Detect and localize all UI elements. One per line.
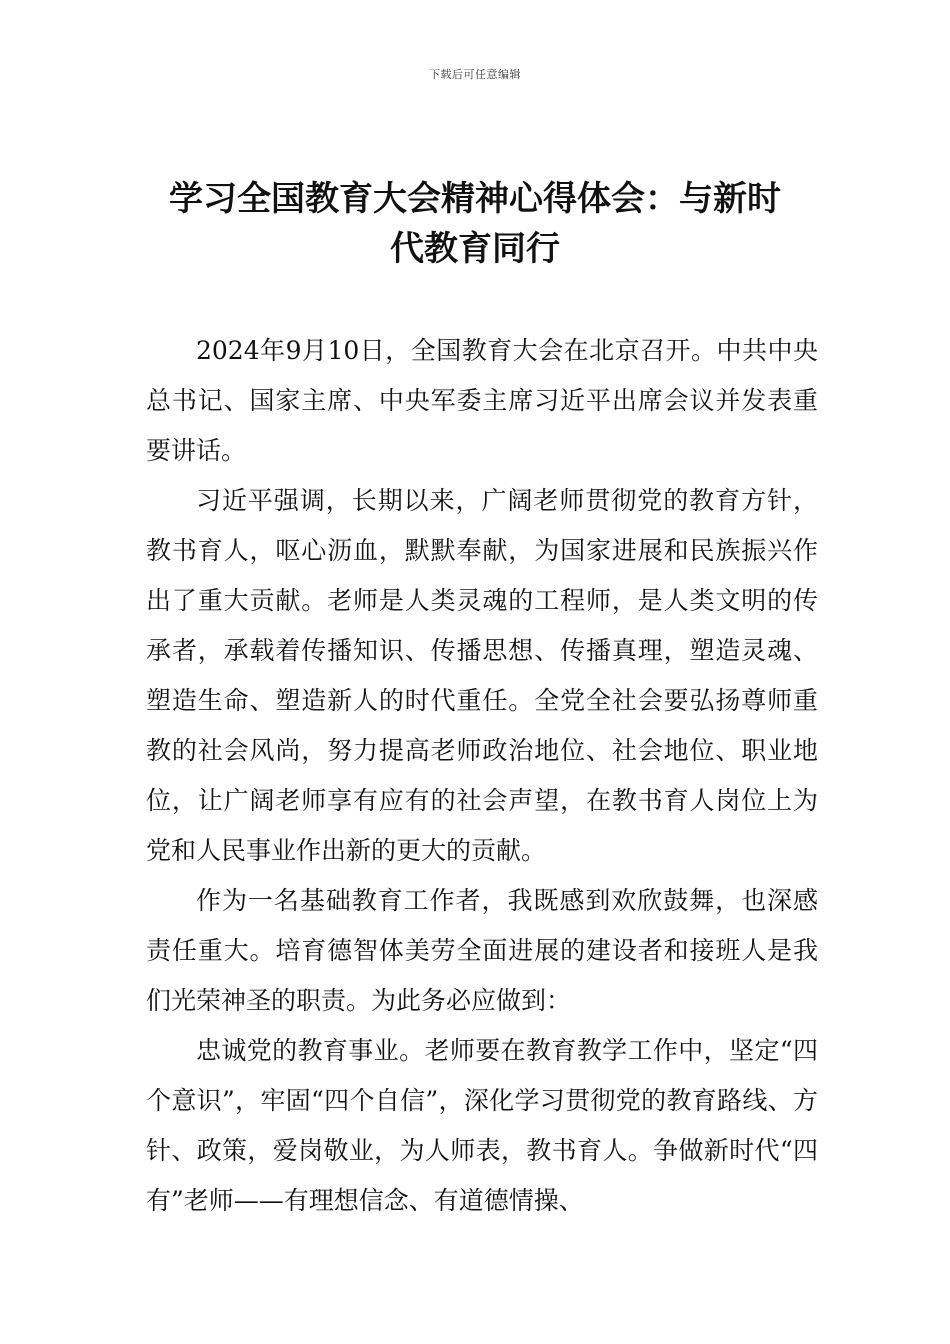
paragraph-4: 忠诚党的教育事业。老师要在教育教学工作中，坚定“四个意识”，牢固“四个自信”，深化学习贯彻党的教育路线、方针、政策，爱岗敬业，为人师表，教书育人。争做新时代“四有”老师——有理想信念、有道德情操、	[146, 1036, 818, 1215]
paragraph-1: 2024年9月10日，全国教育大会在北京召开。中共中央总书记、国家主席、中央军委主席习近平出席会议并发表重要讲话。	[146, 336, 818, 465]
document-title-line-1: 学习全国教育大会精神心得体会：与新时	[169, 179, 781, 219]
paragraph-3: 作为一名基础教育工作者，我既感到欢欣鼓舞，也深感责任重大。培育德智体美劳全面进展的建设者和接班人是我们光荣神圣的职责。为此务必应做到：	[146, 886, 818, 1015]
document-title-line-2: 代教育同行	[390, 229, 560, 269]
document-title	[140, 174, 810, 274]
document-body	[146, 326, 818, 1226]
header-note: 下载后可任意编辑	[429, 68, 521, 81]
paragraph-2: 习近平强调，长期以来，广阔老师贯彻党的教育方针，教书育人，呕心沥血，默默奉献，为国家进展和民族振兴作出了重大贡献。老师是人类灵魂的工程师，是人类文明的传承者，承载着传播知识、传播思想、传播真理，塑造灵魂、塑造生命、塑造新人的时代重任。全党全社会要弘扬尊师重教的社会风尚，努力提高老师政治地位、社会地位、职业地位，让广阔老师享有应有的社会声望，在教书育人岗位上为党和人民事业作出新的更大的贡献。	[146, 486, 818, 865]
